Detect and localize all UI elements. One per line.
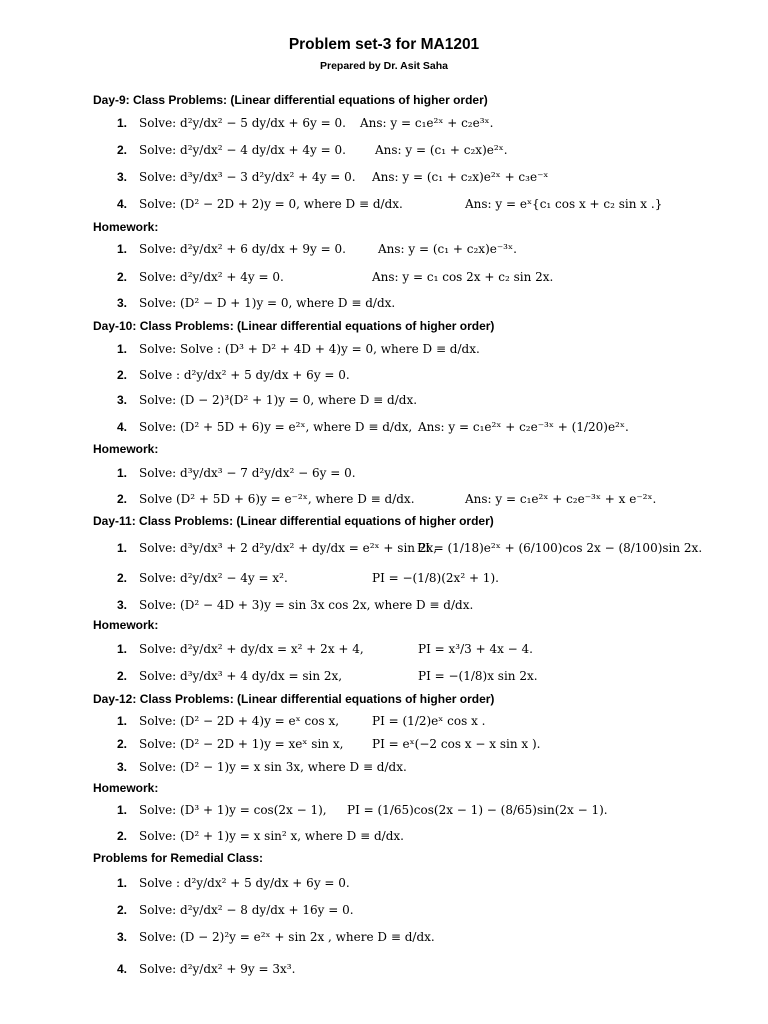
problem-item xyxy=(0,368,768,392)
section-heading: Homework: xyxy=(93,442,159,456)
problem-answer: Ans: y = c₁e²ˣ + c₂e⁻³ˣ + x e⁻²ˣ. xyxy=(465,492,657,506)
problem-item xyxy=(0,342,768,366)
problem-number: 1. xyxy=(117,642,128,656)
problem-question: Solve: (D² + 1)y = x sin² x, where D ≡ d/dx. xyxy=(139,829,404,843)
problem-number: 1. xyxy=(117,876,128,890)
problem-number: 4. xyxy=(117,197,128,211)
problem-question: Solve: d²y/dx² − 4 dy/dx + 4y = 0. xyxy=(139,143,346,157)
problem-item xyxy=(0,197,768,221)
problem-number: 2. xyxy=(117,571,128,585)
problem-question: Solve: d²y/dx² + 9y = 3x³. xyxy=(139,962,296,976)
problem-answer: Ans: y = c₁ cos 2x + c₂ sin 2x. xyxy=(372,270,554,284)
problem-answer: Ans: y = c₁e²ˣ + c₂e⁻³ˣ + (1/20)e²ˣ. xyxy=(418,420,629,434)
problem-item xyxy=(0,962,768,986)
problem-item xyxy=(0,270,768,294)
problem-number: 2. xyxy=(117,492,128,506)
problem-question: Solve: (D² − 2D + 1)y = xeˣ sin x, xyxy=(139,737,344,751)
problem-question: Solve: d²y/dx² + 4y = 0. xyxy=(139,270,284,284)
problem-item xyxy=(0,541,768,565)
problem-item xyxy=(0,737,768,761)
problem-question: Solve: (D² − D + 1)y = 0, where D ≡ d/dx. xyxy=(139,296,396,310)
problem-number: 1. xyxy=(117,466,128,480)
problem-question: Solve: Solve : (D³ + D² + 4D + 4)y = 0, where D ≡ d/dx. xyxy=(139,342,480,356)
section-heading: Homework: xyxy=(93,220,159,234)
problem-item xyxy=(0,829,768,853)
problem-item xyxy=(0,242,768,266)
problem-item xyxy=(0,803,768,827)
problem-question: Solve: d²y/dx² − 8 dy/dx + 16y = 0. xyxy=(139,903,354,917)
problem-question: Solve: (D² + 5D + 6)y = e²ˣ, where D ≡ d/dx, xyxy=(139,420,413,434)
problem-item xyxy=(0,930,768,954)
problem-item xyxy=(0,714,768,738)
problem-answer: Ans: y = (c₁ + c₂x)e²ˣ. xyxy=(375,143,508,157)
problem-number: 1. xyxy=(117,714,128,728)
problem-item xyxy=(0,143,768,167)
problem-number: 1. xyxy=(117,342,128,356)
problem-answer: PI = −(1/8)(2x² + 1). xyxy=(372,571,499,585)
problem-answer: PI = (1/18)e²ˣ + (6/100)cos 2x − (8/100)sin 2x. xyxy=(417,541,703,555)
problem-number: 3. xyxy=(117,296,128,310)
problem-question: Solve: d²y/dx² + dy/dx = x² + 2x + 4, xyxy=(139,642,364,656)
problem-number: 1. xyxy=(117,242,128,256)
problem-question: Solve: (D² − 4D + 3)y = sin 3x cos 2x, where D ≡ d/dx. xyxy=(139,598,474,612)
problem-item xyxy=(0,903,768,927)
problem-question: Solve: (D² − 2D + 4)y = eˣ cos x, xyxy=(139,714,340,728)
problem-answer: Ans: y = (c₁ + c₂x)e⁻³ˣ. xyxy=(378,242,517,256)
problem-number: 3. xyxy=(117,760,128,774)
problem-answer: PI = −(1/8)x sin 2x. xyxy=(418,669,538,683)
section-heading: Day-11: Class Problems: (Linear differential equations of higher order) xyxy=(93,514,494,528)
problem-answer: PI = eˣ(−2 cos x − x sin x ). xyxy=(372,737,541,751)
problem-question: Solve: d²y/dx² − 4y = x². xyxy=(139,571,288,585)
page-subtitle: Prepared by Dr. Asit Saha xyxy=(320,60,448,72)
problem-number: 1. xyxy=(117,541,128,555)
problem-number: 2. xyxy=(117,143,128,157)
problem-question: Solve: (D − 2)³(D² + 1)y = 0, where D ≡ d/dx. xyxy=(139,393,418,407)
section-heading: Homework: xyxy=(93,618,159,632)
problem-number: 3. xyxy=(117,930,128,944)
problem-answer: Ans: y = (c₁ + c₂x)e²ˣ + c₃e⁻ˣ xyxy=(372,170,549,184)
problem-answer: Ans: y = c₁e²ˣ + c₂e³ˣ. xyxy=(360,116,494,130)
section-heading: Day-12: Class Problems: (Linear differential equations of higher order) xyxy=(93,692,495,706)
problem-answer: Ans: y = eˣ{c₁ cos x + c₂ sin x .} xyxy=(465,197,663,211)
problem-number: 1. xyxy=(117,116,128,130)
problem-answer: PI = x³/3 + 4x − 4. xyxy=(418,642,533,656)
problem-number: 4. xyxy=(117,420,128,434)
problem-item xyxy=(0,642,768,666)
problem-number: 2. xyxy=(117,829,128,843)
problem-item xyxy=(0,296,768,320)
page-title: Problem set-3 for MA1201 xyxy=(288,36,480,53)
section-heading: Day-9: Class Problems: (Linear differential equations of higher order) xyxy=(93,93,488,107)
problem-item xyxy=(0,393,768,417)
problem-question: Solve : d²y/dx² + 5 dy/dx + 6y = 0. xyxy=(139,368,350,382)
problem-number: 2. xyxy=(117,737,128,751)
problem-item xyxy=(0,492,768,516)
problem-question: Solve: (D² − 2D + 2)y = 0, where D ≡ d/dx. xyxy=(139,197,403,211)
problem-question: Solve: (D³ + 1)y = cos(2x − 1), xyxy=(139,803,327,817)
problem-number: 4. xyxy=(117,962,128,976)
problem-question: Solve: d³y/dx³ + 2 d²y/dx² + dy/dx = e²ˣ + sin 2x, xyxy=(139,541,438,555)
problem-question: Solve: (D² − 1)y = x sin 3x, where D ≡ d/dx. xyxy=(139,760,407,774)
problem-number: 2. xyxy=(117,669,128,683)
problem-item xyxy=(0,876,768,900)
problem-question: Solve: d³y/dx³ − 7 d²y/dx² − 6y = 0. xyxy=(139,466,356,480)
problem-question: Solve: (D − 2)²y = e²ˣ + sin 2x , where D ≡ d/dx. xyxy=(139,930,435,944)
problem-item xyxy=(0,420,768,444)
section-heading: Homework: xyxy=(93,781,159,795)
problem-number: 3. xyxy=(117,598,128,612)
problem-number: 1. xyxy=(117,803,128,817)
problem-number: 2. xyxy=(117,270,128,284)
problem-question: Solve: d²y/dx² + 6 dy/dx + 9y = 0. xyxy=(139,242,346,256)
problem-question: Solve: d³y/dx³ + 4 dy/dx = sin 2x, xyxy=(139,669,343,683)
problem-item xyxy=(0,466,768,490)
problem-item xyxy=(0,669,768,693)
problem-number: 2. xyxy=(117,368,128,382)
problem-question: Solve (D² + 5D + 6)y = e⁻²ˣ, where D ≡ d/dx. xyxy=(139,492,415,506)
problem-question: Solve: d²y/dx² − 5 dy/dx + 6y = 0. xyxy=(139,116,346,130)
problem-answer: PI = (1/65)cos(2x − 1) − (8/65)sin(2x − 1). xyxy=(347,803,608,817)
problem-number: 3. xyxy=(117,393,128,407)
problem-number: 3. xyxy=(117,170,128,184)
problem-answer: PI = (1/2)eˣ cos x . xyxy=(372,714,486,728)
problem-question: Solve : d²y/dx² + 5 dy/dx + 6y = 0. xyxy=(139,876,350,890)
problem-question: Solve: d³y/dx³ − 3 d²y/dx² + 4y = 0. xyxy=(139,170,356,184)
problem-number: 2. xyxy=(117,903,128,917)
section-heading: Day-10: Class Problems: (Linear differential equations of higher order) xyxy=(93,319,495,333)
problem-item xyxy=(0,571,768,595)
problem-item xyxy=(0,170,768,194)
problem-item xyxy=(0,116,768,140)
section-heading: Problems for Remedial Class: xyxy=(93,851,264,865)
